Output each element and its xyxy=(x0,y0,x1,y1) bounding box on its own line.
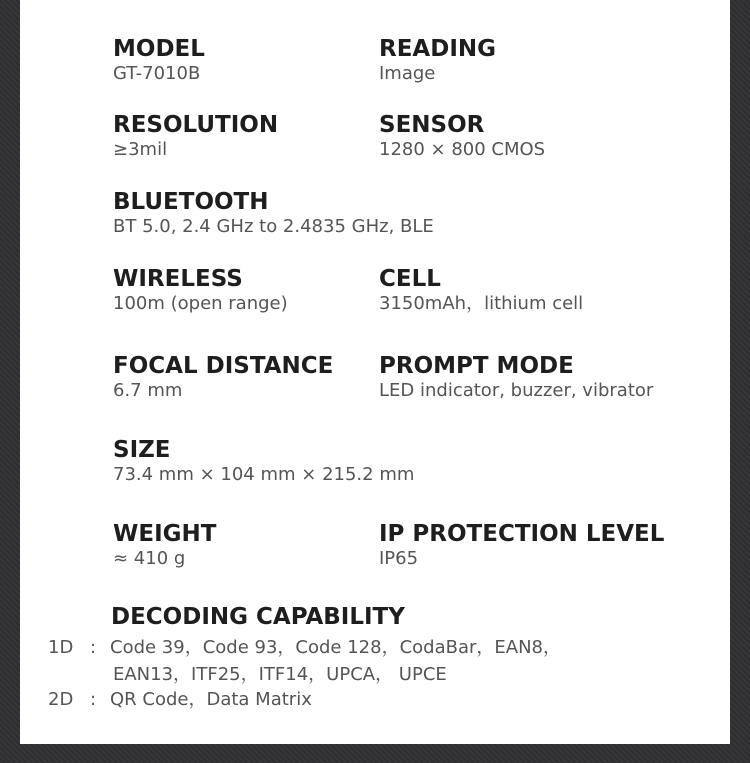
spec-sensor xyxy=(379,112,545,161)
spec-value: ≈ 410 g xyxy=(113,548,186,569)
spec-value: 1280 × 800 CMOS xyxy=(379,139,546,160)
spec-weight xyxy=(113,521,216,570)
spec-value: BT 5.0, 2.4 GHz to 2.4835 GHz, BLE xyxy=(113,216,434,237)
decoding-heading: DECODING CAPABILITY xyxy=(111,604,405,630)
spec-label: PROMPT MODE xyxy=(379,353,574,379)
spec-value: Image xyxy=(379,63,436,84)
spec-value: 3150mAh，lithium cell xyxy=(379,293,584,314)
spec-value: LED indicator, buzzer, vibrator xyxy=(379,380,654,401)
spec-cell xyxy=(379,266,583,315)
spec-value: 73.4 mm × 104 mm × 215.2 mm xyxy=(113,464,415,485)
spec-label: FOCAL DISTANCE xyxy=(113,353,334,379)
spec-label: BLUETOOTH xyxy=(113,189,269,215)
decoding-codes: QR Code，Data Matrix xyxy=(110,689,312,710)
spec-label: READING xyxy=(379,36,496,62)
spec-label: WIRELESS xyxy=(113,266,243,292)
spec-label: WEIGHT xyxy=(113,521,217,547)
spec-value: IP65 xyxy=(379,548,419,569)
spec-value: GT-7010B xyxy=(113,63,201,84)
spec-value: 100m (open range) xyxy=(113,293,288,314)
spec-size xyxy=(113,437,414,486)
spec-card xyxy=(20,0,730,744)
spec-ip-protection xyxy=(379,521,664,570)
decoding-codes: EAN13，ITF25，ITF14，UPCA， UPCE xyxy=(113,664,447,685)
spec-reading xyxy=(379,36,496,85)
spec-wireless xyxy=(113,266,288,315)
decoding-colon: : xyxy=(90,689,97,710)
spec-resolution xyxy=(113,112,278,161)
spec-focal-distance xyxy=(113,353,333,402)
decoding-codes: Code 39，Code 93，Code 128，CodaBar，EAN8， xyxy=(110,637,561,658)
spec-value: ≥3mil xyxy=(113,139,168,160)
spec-model xyxy=(113,36,205,85)
spec-label: CELL xyxy=(379,266,441,292)
spec-label: IP PROTECTION LEVEL xyxy=(379,521,665,547)
spec-label: MODEL xyxy=(113,36,205,62)
spec-value: 6.7 mm xyxy=(113,380,183,401)
decoding-colon: : xyxy=(90,637,97,658)
decoding-tag: 2D xyxy=(48,689,74,710)
spec-label: SIZE xyxy=(113,437,171,463)
spec-prompt-mode xyxy=(379,353,653,402)
decoding-tag: 1D xyxy=(48,637,74,658)
spec-bluetooth xyxy=(113,189,434,238)
spec-label: SENSOR xyxy=(379,112,485,138)
spec-label: RESOLUTION xyxy=(113,112,279,138)
